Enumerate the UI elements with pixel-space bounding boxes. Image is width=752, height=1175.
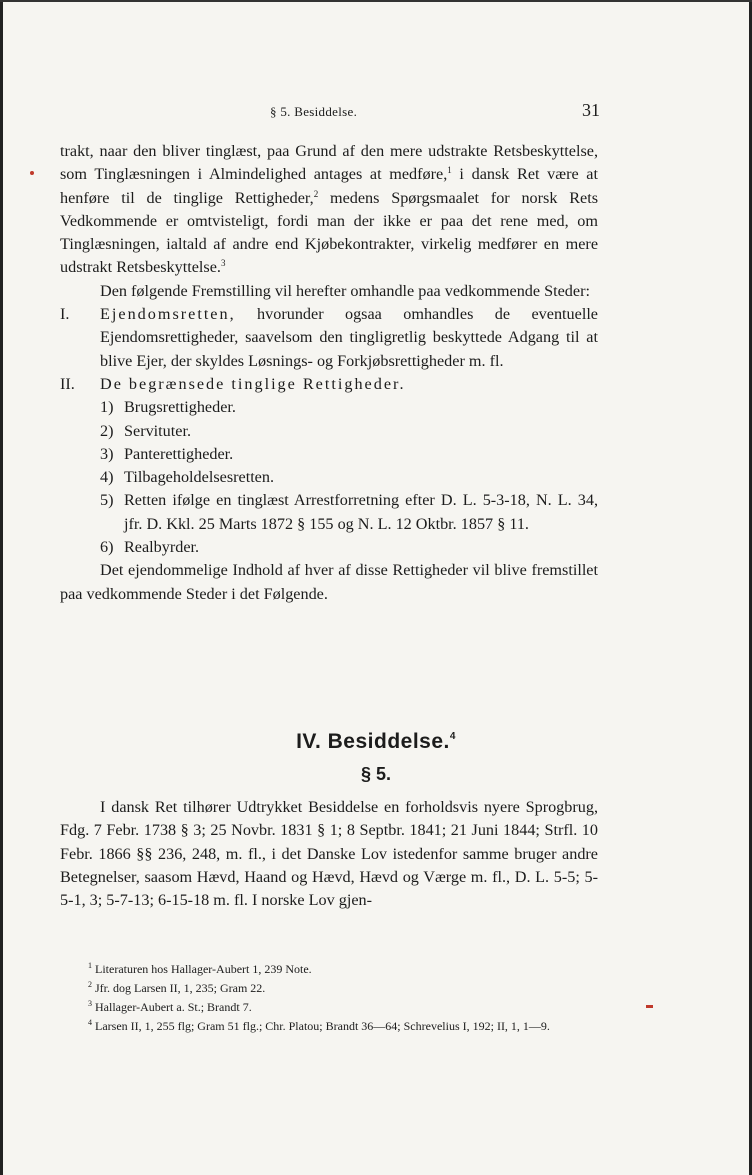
running-head	[60, 100, 600, 130]
footnote-ref-2: 2	[313, 188, 319, 199]
footnote-1: $^1$ Literaturen hos Hallager-Aubert 1, 239 Note.	[88, 961, 312, 976]
sub-item-2: 2) Servituter.	[100, 421, 191, 440]
footnote-4: $^4$ Larsen II, 1, 255 flg; Gram 51 flg.; Chr. Platou; Brandt 36—64; Schrevelius I, 192; II, 1, 1—9.	[88, 1018, 550, 1033]
body-text	[60, 140, 598, 606]
list-item-text: hvorunder ogsaa omhandles de eventuelle Ejendomsrettigheder, saavelsom den tingligretlig beskyttede Adgang til at blive Ejer, der skyldes Løsnings- og Forkjøbsrettigheder m. fl.	[100, 305, 598, 370]
scan-edge-top	[0, 0, 752, 2]
footnote-ref-1: 1	[447, 165, 452, 176]
sub-item-4: 4) Tilbageholdelsesretten.	[100, 468, 275, 487]
footnotes	[60, 960, 598, 1036]
page-number: 31	[582, 100, 600, 120]
paragraph-3: I dansk Ret tilhører Udtrykket Besiddelse en forholdsvis nyere Sprogbrug, Fdg. 7 Febr. 1738 § 3; 25 Novbr. 1831 § 1; 8 Septbr. 1841; 21 Juni 1844; Strfl. 10 Febr. 1866 §§ 236, 248, m. fl., i det Danske Lov istedenfor samme bruger andre Betegnelser, saasom Hævd, Haand og Hævd, Hævd og Værge m. fl., D. L. 5-5; 5-5-1, 3; 5-7-13; 6-15-18 m. fl. I norske Lov gjen-	[60, 798, 598, 910]
body-text-section	[60, 796, 598, 912]
section-heading: IV. Besiddelse.$^4$	[296, 730, 456, 753]
ink-mark-right	[646, 1005, 653, 1008]
footnote-ref-3: 3	[220, 258, 226, 269]
sub-item-6: 6) Realbyrder.	[100, 538, 200, 557]
list-closing-paragraph: Det ejendommelige Indhold af hver af disse Rettigheder vil blive fremstillet paa vedkommende Steder i det Følgende.	[60, 561, 598, 603]
footnote-ref-4: 4	[449, 731, 456, 742]
list-item-number: I.	[60, 305, 70, 324]
paragraph-1: trakt, naar den bliver tinglæst, paa Grund af den mere udstrakte Retsbeskyttelse, som Tinglæsningen i Almindelighed antages at medføre,$^1$ i dansk Ret være at henføre til de tinglige Rettigheder,$^2$ medens Spørgsmaalet for norsk Rets Vedkommende er omtvisteligt, fordi man der ikke er paa det rene med, om Tinglæsningen, ialtald af andre end Kjøbekontrakter, virkelig medfører en mere udstrakt Retsbeskyttelse.$^3$	[60, 142, 598, 277]
sub-item-3: 3) Panterettigheder.	[100, 444, 234, 463]
running-head-title: § 5. Besiddelse.	[270, 104, 358, 119]
list-item-2	[60, 373, 598, 396]
paragraph-2: Den følgende Fremstilling vil herefter omhandle paa vedkommende Steder:	[100, 281, 590, 300]
footnote-3: $^3$ Hallager-Aubert a. St.; Brandt 7.	[88, 999, 252, 1014]
section-subheading: § 5.	[360, 764, 392, 784]
footnote-2: $^2$ Jfr. dog Larsen II, 1, 235; Gram 22.	[88, 980, 266, 995]
scan-edge-left	[0, 0, 3, 1175]
sub-item-1: 1) Brugsrettigheder.	[100, 398, 236, 417]
list-item-lead: De begrænsede tinglige Rettigheder.	[100, 374, 406, 393]
list-item-lead: Ejendomsretten,	[100, 305, 236, 324]
ink-mark-left	[30, 171, 34, 175]
list-item-number: II.	[60, 374, 75, 393]
sub-item-5: 5) Retten ifølge en tinglæst Arrestforretning efter D. L. 5-3-18, N. L. 34, jfr. D. Kkl. 25 Marts 1872 § 155 og N. L. 12 Oktbr. 1857 § 11.	[100, 491, 598, 533]
list-item-1	[60, 303, 598, 373]
